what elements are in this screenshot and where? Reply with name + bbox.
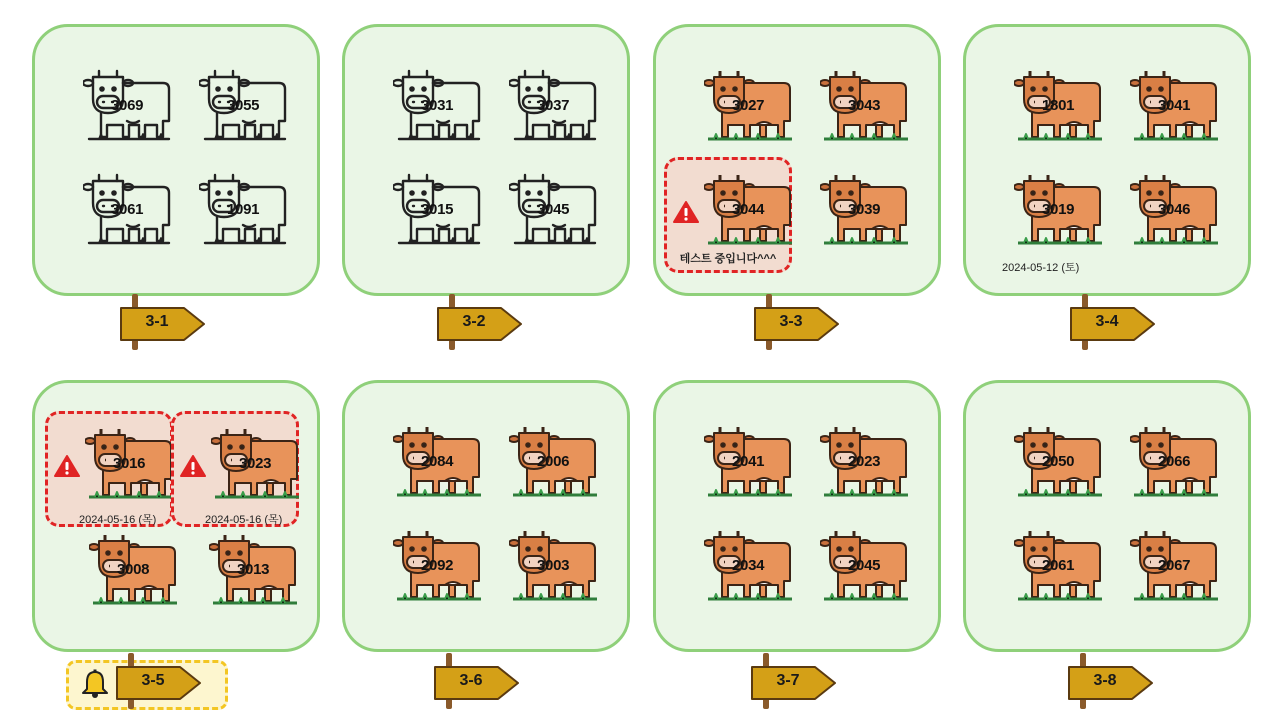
cow-tag-number: 3031 (421, 97, 454, 114)
cow-2006[interactable] (499, 425, 609, 511)
cow-3008[interactable] (79, 533, 189, 619)
cow-3019[interactable] (1002, 173, 1114, 274)
cow-tag-number: 3016 (113, 455, 146, 472)
pen-3-4[interactable] (963, 24, 1251, 296)
cow-3044[interactable] (694, 173, 804, 259)
cow-tag-number: 2084 (421, 453, 454, 470)
cow-tag-number: 2023 (848, 453, 881, 470)
pen-label: 3-7 (776, 672, 800, 689)
pen-3-2[interactable] (342, 24, 630, 296)
cow-tag-number: 2061 (1042, 557, 1075, 574)
cow-tag-number: 2050 (1042, 453, 1075, 470)
cow-3031[interactable] (383, 69, 493, 155)
cow-2050[interactable] (1004, 425, 1114, 511)
cow-3041[interactable] (1120, 69, 1230, 155)
pen-3-6[interactable] (342, 380, 630, 652)
cow-tag-number: 2066 (1158, 453, 1191, 470)
cow-tag-number: 3069 (111, 97, 144, 114)
cow-3015[interactable] (383, 173, 493, 259)
cow-tag-number: 2006 (537, 453, 570, 470)
cow-event-date: 2024-05-16 (목) (79, 514, 157, 526)
cow-3046[interactable] (1120, 173, 1230, 259)
cow-tag-number: 1801 (1042, 97, 1075, 114)
pen-signpost[interactable] (1070, 294, 1160, 354)
pen-signpost[interactable] (437, 294, 527, 354)
pen-signpost[interactable] (116, 653, 206, 713)
cow-tag-number: 3037 (537, 97, 570, 114)
cow-2084[interactable] (383, 425, 493, 511)
cow-tag-number: 3041 (1158, 97, 1191, 114)
pen-signpost[interactable] (754, 294, 844, 354)
alert-note: 테스트 중입니다^^^ (679, 253, 777, 265)
pen-label: 3-2 (462, 313, 486, 330)
cow-3023[interactable] (201, 427, 311, 526)
cow-tag-number: 2041 (732, 453, 765, 470)
pen-3-3[interactable] (653, 24, 941, 296)
cow-tag-number: 3045 (537, 201, 570, 218)
cow-2067[interactable] (1120, 529, 1230, 615)
cow-tag-number: 3003 (537, 557, 570, 574)
cow-3027[interactable] (694, 69, 804, 155)
cow-tag-number: 2034 (732, 557, 765, 574)
cow-tag-number: 3043 (848, 97, 881, 114)
cow-tag-number: 2092 (421, 557, 454, 574)
cow-event-date: 2024-05-16 (목) (205, 514, 283, 526)
cow-tag-number: 3061 (111, 201, 144, 218)
cow-tag-number: 3015 (421, 201, 454, 218)
bell-icon (81, 669, 109, 699)
pen-3-8[interactable] (963, 380, 1251, 652)
pen-label: 3-6 (459, 672, 483, 689)
cow-2023[interactable] (810, 425, 920, 511)
cow-3043[interactable] (810, 69, 920, 155)
cow-1801[interactable] (1004, 69, 1114, 155)
pen-label: 3-1 (145, 313, 169, 330)
cow-tag-number: 3013 (237, 561, 270, 578)
pen-signpost[interactable] (120, 294, 210, 354)
cow-tag-number: 3044 (732, 201, 765, 218)
cow-tag-number: 1091 (227, 201, 260, 218)
cow-2066[interactable] (1120, 425, 1230, 511)
cow-3055[interactable] (189, 69, 299, 155)
cow-2041[interactable] (694, 425, 804, 511)
cow-tag-number: 2045 (848, 557, 881, 574)
cow-tag-number: 3046 (1158, 201, 1191, 218)
cow-3061[interactable] (73, 173, 183, 259)
cow-1091[interactable] (189, 173, 299, 259)
cow-3013[interactable] (199, 533, 309, 619)
pen-3-5[interactable] (32, 380, 320, 652)
cow-tag-number: 3055 (227, 97, 260, 114)
cow-tag-number: 3019 (1042, 201, 1075, 218)
cow-3037[interactable] (499, 69, 609, 155)
cow-tag-number: 3023 (239, 455, 272, 472)
pen-label: 3-8 (1093, 672, 1117, 689)
pen-label: 3-4 (1095, 313, 1119, 330)
cow-2092[interactable] (383, 529, 493, 615)
cow-3045[interactable] (499, 173, 609, 259)
cow-2045[interactable] (810, 529, 920, 615)
pen-3-7[interactable] (653, 380, 941, 652)
pen-signpost[interactable] (1068, 653, 1158, 713)
pen-signpost[interactable] (751, 653, 841, 713)
cow-3016[interactable] (75, 427, 185, 526)
cow-event-date: 2024-05-12 (토) (1002, 262, 1080, 274)
cow-3069[interactable] (73, 69, 183, 155)
pen-label: 3-3 (779, 313, 803, 330)
cow-tag-number: 2067 (1158, 557, 1191, 574)
cow-2034[interactable] (694, 529, 804, 615)
cow-2061[interactable] (1004, 529, 1114, 615)
cow-3039[interactable] (810, 173, 920, 259)
cow-tag-number: 3008 (117, 561, 150, 578)
pen-signpost[interactable] (434, 653, 524, 713)
pen-label: 3-5 (141, 672, 165, 689)
cow-3003[interactable] (499, 529, 609, 615)
cow-tag-number: 3039 (848, 201, 881, 218)
cow-tag-number: 3027 (732, 97, 765, 114)
pen-3-1[interactable] (32, 24, 320, 296)
